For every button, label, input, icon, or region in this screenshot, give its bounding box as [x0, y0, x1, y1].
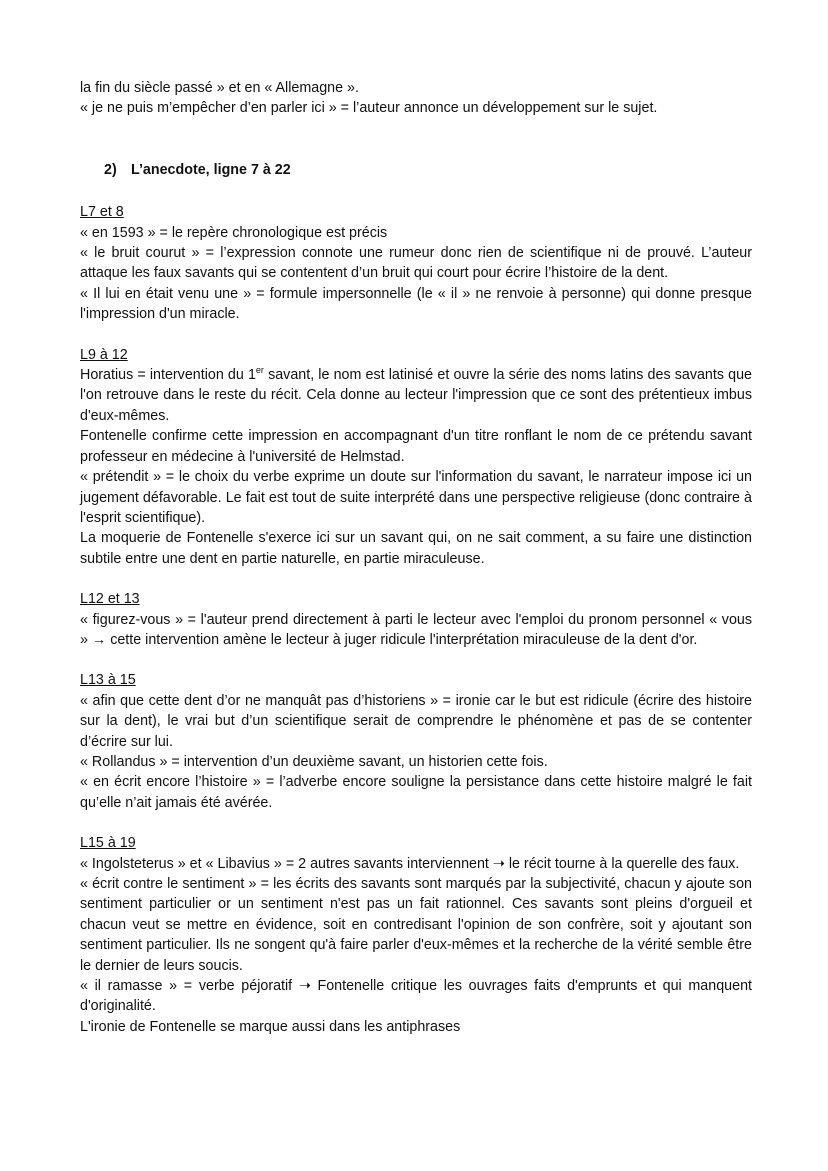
subsection-title-l15-19: L15 à 19 — [80, 835, 136, 852]
document-page — [80, 78, 752, 1037]
paragraph: « figurez-vous » = l'auteur prend directement à parti le lecteur avec l'emploi du pronom personnel « vous » → cette intervention amène le lecteur à juger ridicule l'interprétation miraculeuse de la dent d'or. — [80, 611, 752, 648]
paragraph: La moquerie de Fontenelle s'exerce ici sur un savant qui, on ne sait comment, a su faire une distinction subtile entre une dent en partie naturelle, en partie miraculeuse. — [80, 530, 752, 567]
paragraph: « écrit contre le sentiment » = les écrits des savants sont marqués par la subjectivité, chacun y ajoute son sentiment particulier or un sentiment n'est pas un fait rationnel. Ces savants sont pleins d'orgueil et chacun veut se mettre en évidence, soit en contredisant l'opinion de son confrère, soit y ajoutant son sentiment particulier. Ils ne songent qu'à faire parler d'eux-mêmes et la recherche de la vérité semble être le dernier de leurs soucis. — [80, 876, 752, 974]
intro-line-1: la fin du siècle passé » et en « Allemagne ». — [80, 80, 359, 96]
paragraph: « le bruit courut » = l’expression connote une rumeur donc rien de scientifique ni de prouvé. L’auteur attaque les faux savants qui se contentent d’un bruit qui court pour écrire l’histoire de la dent. — [80, 245, 752, 282]
paragraph: « Ingolsteterus » et « Libavius » = 2 autres savants interviennent ➝ le récit tourne à la querelle des faux. — [80, 855, 740, 872]
subsection-title-l12-13: L12 et 13 — [80, 591, 140, 608]
paragraph: « en 1593 » = le repère chronologique est précis — [80, 224, 388, 241]
heading-text: L’anecdote, ligne 7 à 22 — [131, 161, 291, 178]
paragraph: Fontenelle confirme cette impression en accompagnant d'un titre ronflant le nom de ce prétendu savant professeur en médecine à l'université de Helmstad. — [80, 428, 752, 465]
paragraph: « Il lui en était venu une » = formule impersonnelle (le « il » ne renvoie à personne) qui donne presque l'impression d'un miracle. — [80, 285, 752, 323]
paragraph: « Rollandus » = intervention d’un deuxième savant, un historien cette fois. — [80, 753, 548, 770]
paragraph: « il ramasse » = verbe péjoratif ➝ Fontenelle critique les ouvrages faits d'emprunts et qui manquent d'originalité. — [80, 978, 752, 1015]
superscript: er — [255, 365, 264, 376]
section-heading — [104, 160, 752, 180]
intro-line-2: « je ne puis m’empêcher d’en parler ici » = l’auteur annonce un développement sur le sujet. — [80, 100, 658, 117]
paragraph: « afin que cette dent d’or ne manquât pas d’historiens » = ironie car le but est ridicule (écrire des histoire sur la dent), le vrai but d’un scientifique serait de comprendre le phénomène et pas de se contenter d’écrire sur lui. — [80, 692, 752, 750]
subsection-title-l13-15: L13 à 15 — [80, 672, 136, 689]
subsection-title-l7-8: L7 et 8 — [80, 204, 124, 221]
subsection-title-l9-12: L9 à 12 — [80, 346, 128, 363]
paragraph: « prétendit » = le choix du verbe exprime un doute sur l'information du savant, le narrateur impose ici un jugement défavorable. Le fait est tout de suite interprété dans une perspective religieuse (donc contraire à l'esprit scientifique). — [80, 469, 752, 526]
heading-number: 2) — [104, 161, 117, 178]
paragraph: L'ironie de Fontenelle se marque aussi dans les antiphrases — [80, 1018, 461, 1035]
paragraph: « en écrit encore l’histoire » = l’adverbe encore souligne la persistance dans cette histoire malgré le fait qu’elle n’ait jamais été avérée. — [80, 774, 752, 811]
paragraph: Horatius = intervention du 1er savant, le nom est latinisé et ouvre la série des noms latins des savants que l'on retrouve dans le reste du récit. Cela donne au lecteur l'impression que ce sont des prétentieux imbus d'eux-mêmes. — [80, 365, 752, 424]
